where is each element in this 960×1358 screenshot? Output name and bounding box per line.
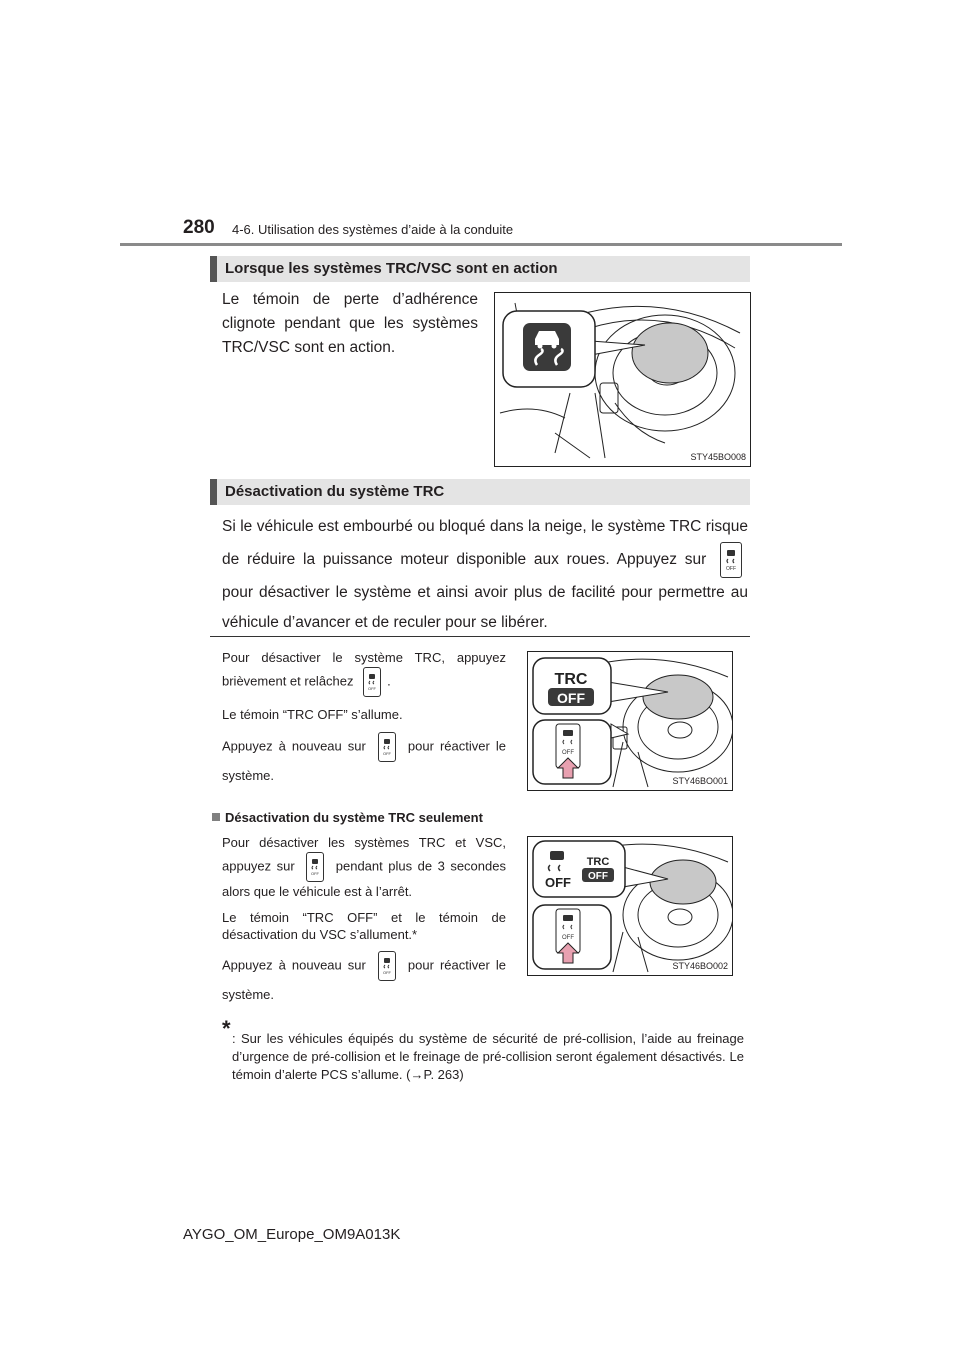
section-header-trc-deactivation [210,479,750,505]
subsection-line1: Pour désactiver les systèmes TRC et VSC, appuyez sur OFF pendant plus de 3 secondes alors que le véhicule est à l’arrêt. [222,835,506,899]
section-marker [210,479,217,505]
svg-text:OFF: OFF [382,970,391,975]
figure-code: STY46BO002 [672,961,728,971]
figure-code: STY46BO001 [672,776,728,786]
header-rule [120,243,842,246]
dashboard-illustration [528,652,732,790]
figure-slip-indicator [494,292,751,467]
svg-text:OFF: OFF [368,686,377,691]
block1-line1: Pour désactiver le système TRC, appuyez brièvement et relâchez OFF . [222,648,506,697]
dashboard-illustration [495,293,750,466]
vsc-off-label: OFF [545,875,571,890]
section2-text-part2: pour désactiver le système et ainsi avoir plus de facilité pour permettre au véhicule d’avancer et de reculer pour se libérer. [222,584,748,631]
svg-text:OFF: OFF [382,751,391,756]
section2-text [222,512,748,638]
section-title: Lorsque les systèmes TRC/VSC sont en action [225,260,558,277]
section-title: Désactivation du système TRC [225,483,445,500]
block1-text [222,648,506,790]
subsection-heading: Désactivation du système TRC seulement [212,810,483,825]
svg-text:OFF: OFF [562,935,574,941]
figure-code: STY45BO008 [690,452,746,462]
section1-text: Le témoin de perte d’adhérence clignote pendant que les systèmes TRC/VSC sont en action. [222,291,478,356]
dashboard-illustration [528,837,732,975]
trc-off-button-icon [378,951,396,981]
block1-line3: Appuyez à nouveau sur OFF pour réactiver le système. [222,732,506,790]
section2-text-part1: Si le véhicule est embourbé ou bloqué dans la neige, le système TRC risque de réduire la puissance moteur disponible aux roues. Appuyez sur [222,518,748,569]
svg-text:OFF: OFF [562,750,574,756]
trc-off-button-icon [363,667,381,697]
svg-text:OFF: OFF [311,871,320,876]
page-number: 280 [183,217,215,238]
subsection-line2: Le témoin “TRC OFF” et le témoin de désactivation du VSC s’allument.* [222,910,506,942]
subsection-line3: Appuyez à nouveau sur OFF pour réactiver le système. [222,951,506,1009]
document-code: AYGO_OM_Europe_OM9A013K [183,1226,401,1243]
figure-trc-vsc-off [527,836,733,976]
svg-text:OFF: OFF [726,566,737,572]
off-indicator-label: OFF [588,871,608,882]
trc-indicator-label: TRC [586,856,610,868]
footnote-text: : Sur les véhicules équipés du système de sécurité de pré-collision, l’aide au freinage d’urgence de pré-collision et le freinage de pré-collision seront également désactivés. Le témoin d’alerte PCS s’allume. (→P. 263) [232,1031,744,1082]
trc-off-button-icon [306,852,324,882]
footnote-marker: * [222,1016,231,1041]
bullet-square [212,813,220,821]
divider-rule [210,636,750,637]
figure-trc-off [527,651,733,791]
trc-indicator-label: TRC [554,671,588,688]
trc-off-button-icon [720,542,742,578]
section-header-trc-vsc-active [210,256,750,282]
subsection-text [222,833,506,1009]
slip-indicator-icon [523,323,571,371]
slip-indicator-icon [550,851,564,860]
section-marker [210,256,217,282]
block1-line2: Le témoin “TRC OFF” s’allume. [222,707,403,722]
chapter-title: 4-6. Utilisation des systèmes d’aide à la conduite [232,222,514,237]
trc-off-button-icon [378,732,396,762]
off-indicator-label: OFF [557,690,585,706]
